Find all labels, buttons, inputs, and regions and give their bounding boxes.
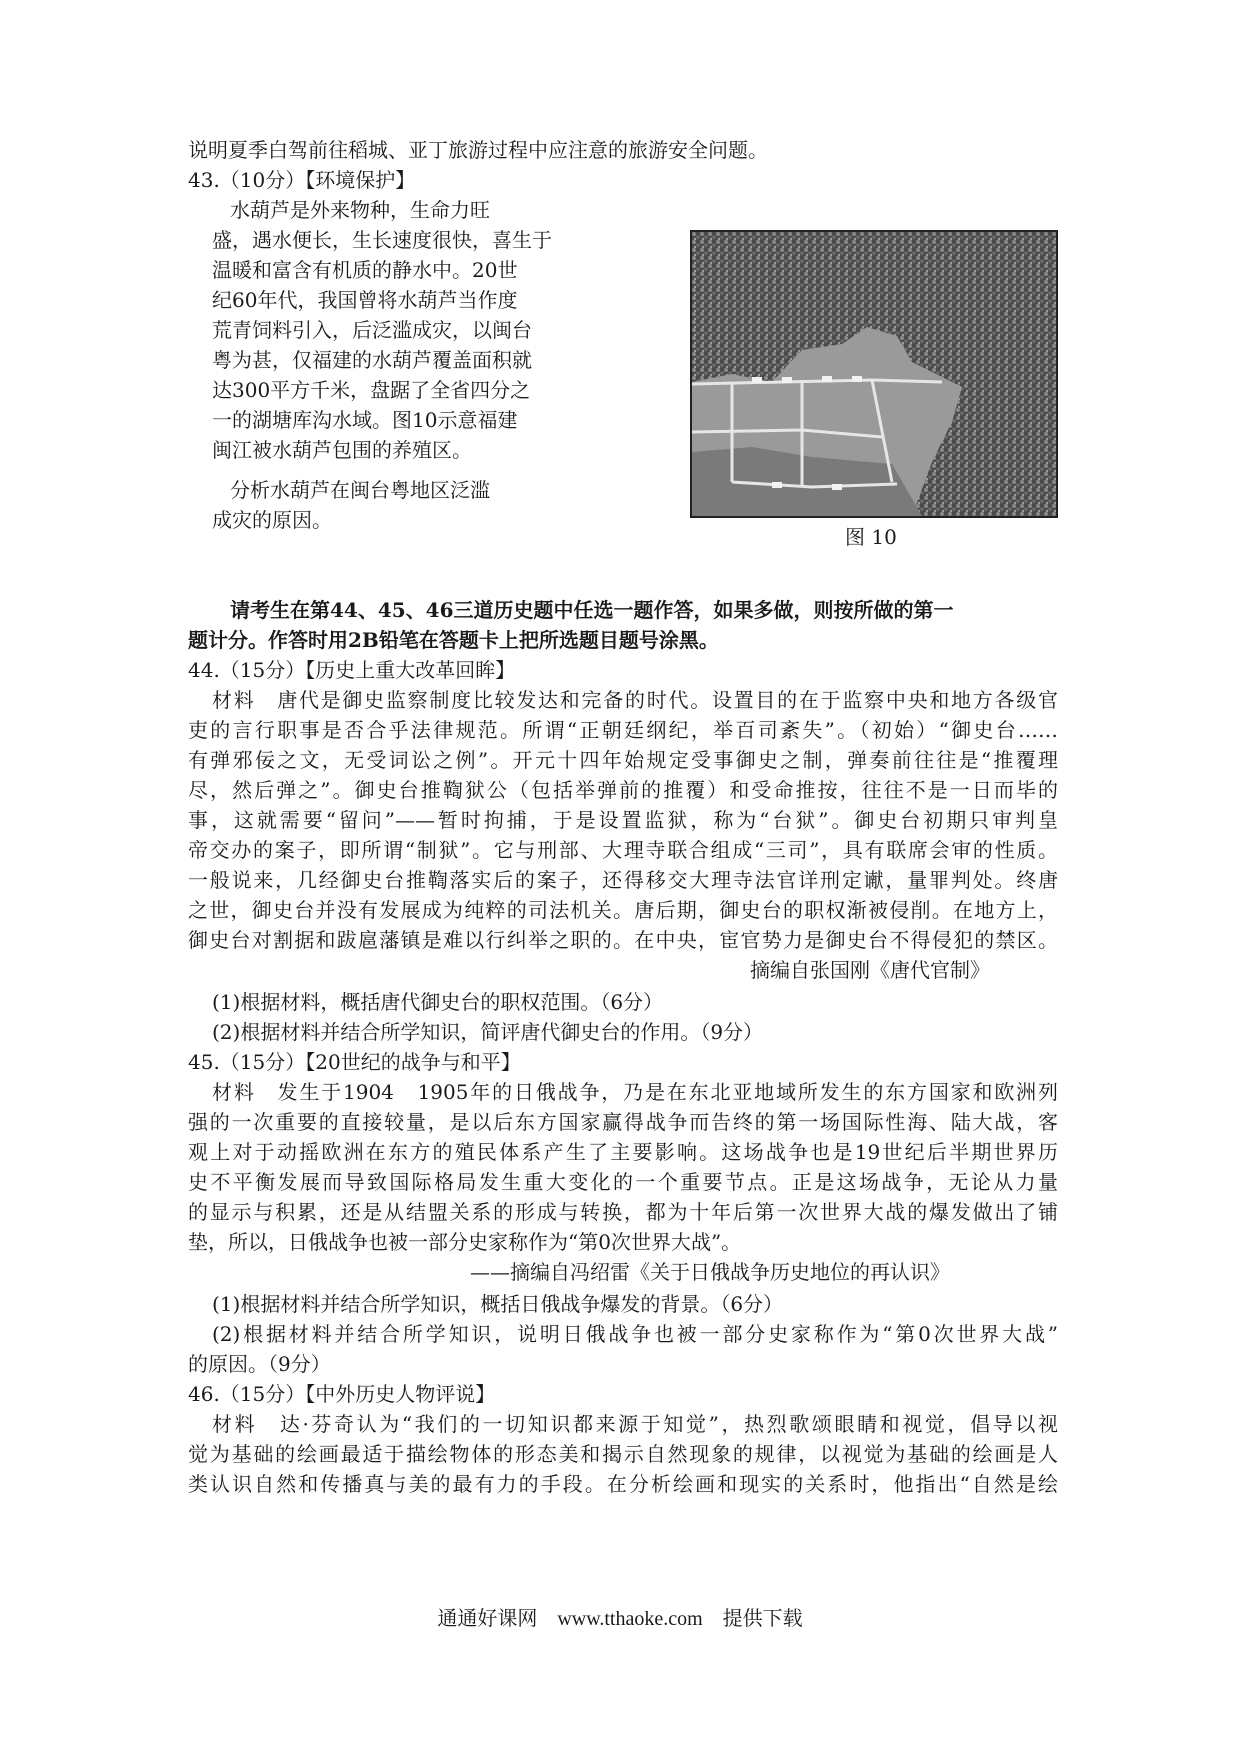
- q43-line: 粤为甚，仅福建的水葫芦覆盖面积就: [212, 348, 532, 372]
- q44-material-line: 御史台对割据和跋扈藩镇是难以行纠举之职的。在中央，宦官势力是御史台不得侵犯的禁区。: [188, 928, 1058, 952]
- q44-material-line: 尽，然后弹之”。御史台推鞫狱公（包括举弹前的推覆）和受命推按，往往不是一日而毕的: [188, 778, 1058, 802]
- q45-material-line: 的显示与积累，还是从结盟关系的形成与转换，都为十年后第一次世界大战的爆发做出了铺: [188, 1200, 1058, 1224]
- q43-line: 纪60年代，我国曾将水葫芦当作度: [212, 288, 518, 312]
- q44-material-line: 材料 唐代是御史监察制度比较发达和完备的时代。设置目的在于监察中央和地方各级官: [212, 688, 1058, 712]
- q46-material-line: 觉为基础的绘画最适于描绘物体的形态美和揭示自然现象的规律，以视觉为基础的绘画是人: [188, 1442, 1058, 1466]
- q44-subquestion-1: (1)根据材料，概括唐代御史台的职权范围。（6分）: [212, 990, 664, 1014]
- q46-material-line: 类认识自然和传播真与美的最有力的手段。在分析绘画和现实的关系时，他指出“自然是绘: [188, 1472, 1058, 1496]
- q43-line: 一的湖塘库沟水域。图10示意福建: [212, 408, 518, 432]
- q44-material-line: 吏的言行职事是否合乎法律规范。所谓“正朝廷纲纪，举百司紊失”。（初始）“御史台……: [188, 718, 1058, 742]
- q44-source: 摘编自张国刚《唐代官制》: [750, 958, 990, 982]
- q43-line: 荒青饲料引入，后泛滥成灾，以闽台: [212, 318, 532, 342]
- instruction-line-2: 题计分。作答时用2B铅笔在答题卡上把所选题目题号涂黑。: [188, 628, 719, 652]
- q45-header: 45.（15分）【20世纪的战争与和平】: [188, 1050, 521, 1074]
- q43-line: 达300平方千米，盘踞了全省四分之: [212, 378, 531, 402]
- q44-material-line: 事，这就需要“留问”——暂时拘捕，于是设置监狱，称为“台狱”。御史台初期只审判皇: [188, 808, 1058, 832]
- q43-line: 温暖和富含有机质的静水中。20世: [212, 258, 518, 282]
- intro-line: 说明夏季白驾前往稻城、亚丁旅游过程中应注意的旅游安全问题。: [188, 138, 768, 162]
- q45-material-line: 强的一次重要的直接较量，是以后东方国家赢得战争而告终的第一场国际性海、陆大战，客: [188, 1110, 1058, 1134]
- q46-material-line: 材料 达·芬奇认为“我们的一切知识都来源于知觉”，热烈歌颂眼睛和视觉，倡导以视: [212, 1412, 1058, 1436]
- q43-header: 43.（10分）【环境保护】: [188, 168, 416, 192]
- q43-line: 闽江被水葫芦包围的养殖区。: [212, 438, 472, 462]
- figure-10-photo: [690, 230, 1058, 518]
- q45-source: ——摘编自冯绍雷《关于日俄战争历史地位的再认识》: [470, 1260, 950, 1284]
- q43-question: 分析水葫芦在闽台粤地区泛滥: [230, 478, 490, 502]
- q45-subquestion-2-cont: 的原因。（9分）: [188, 1352, 331, 1376]
- q45-material-line: 垫，所以，日俄战争也被一部分史家称作为“第0次世界大战”。: [188, 1230, 742, 1254]
- q43-line: 盛，遇水便长，生长速度很快，喜生于: [212, 228, 552, 252]
- q46-header: 46.（15分）【中外历史人物评说】: [188, 1382, 496, 1406]
- footer-watermark: 通通好课网 www.tthaoke.com 提供下载: [437, 1608, 803, 1630]
- q44-material-line: 之世，御史台并没有发展成为纯粹的司法机关。唐后期，御史台的职权渐被侵削。在地方上，: [188, 898, 1058, 922]
- q45-subquestion-1: (1)根据材料并结合所学知识，概括日俄战争爆发的背景。（6分）: [212, 1292, 784, 1316]
- q44-material-line: 有弹邪佞之文，无受词讼之例”。开元十四年始规定受事御史之制，弹奏前往往是“推覆理: [188, 748, 1058, 772]
- instruction-line-1: 请考生在第44、45、46三道历史题中任选一题作答，如果多做，则按所做的第一: [230, 598, 954, 622]
- q45-material-line: 史不平衡发展而导致国际格局发生重大变化的一个重要节点。正是这场战争，无论从力量: [188, 1170, 1058, 1194]
- q44-subquestion-2: (2)根据材料并结合所学知识，简评唐代御史台的作用。（9分）: [212, 1020, 764, 1044]
- q44-header: 44.（15分）【历史上重大改革回眸】: [188, 658, 516, 682]
- q44-material-line: 一般说来，几经御史台推鞫落实后的案子，还得移交大理寺法官详刑定谳，量罪判处。终唐: [188, 868, 1058, 892]
- q43-line: 水葫芦是外来物种，生命力旺: [230, 198, 490, 222]
- q43-question: 成灾的原因。: [212, 508, 332, 532]
- q45-material-line: 材料 发生于1904 1905年的日俄战争，乃是在东北亚地域所发生的东方国家和欧洲列: [212, 1080, 1058, 1104]
- q45-subquestion-2: (2)根据材料并结合所学知识，说明日俄战争也被一部分史家称作为“第0次世界大战”: [212, 1322, 1058, 1346]
- q44-material-line: 帝交办的案子，即所谓“制狱”。它与刑部、大理寺联合组成“三司”，具有联席会审的性质。: [188, 838, 1058, 862]
- figure-10-caption: 图 10: [845, 525, 897, 549]
- q45-material-line: 观上对于动摇欧洲在东方的殖民体系产生了主要影响。这场战争也是19世纪后半期世界历: [188, 1140, 1058, 1164]
